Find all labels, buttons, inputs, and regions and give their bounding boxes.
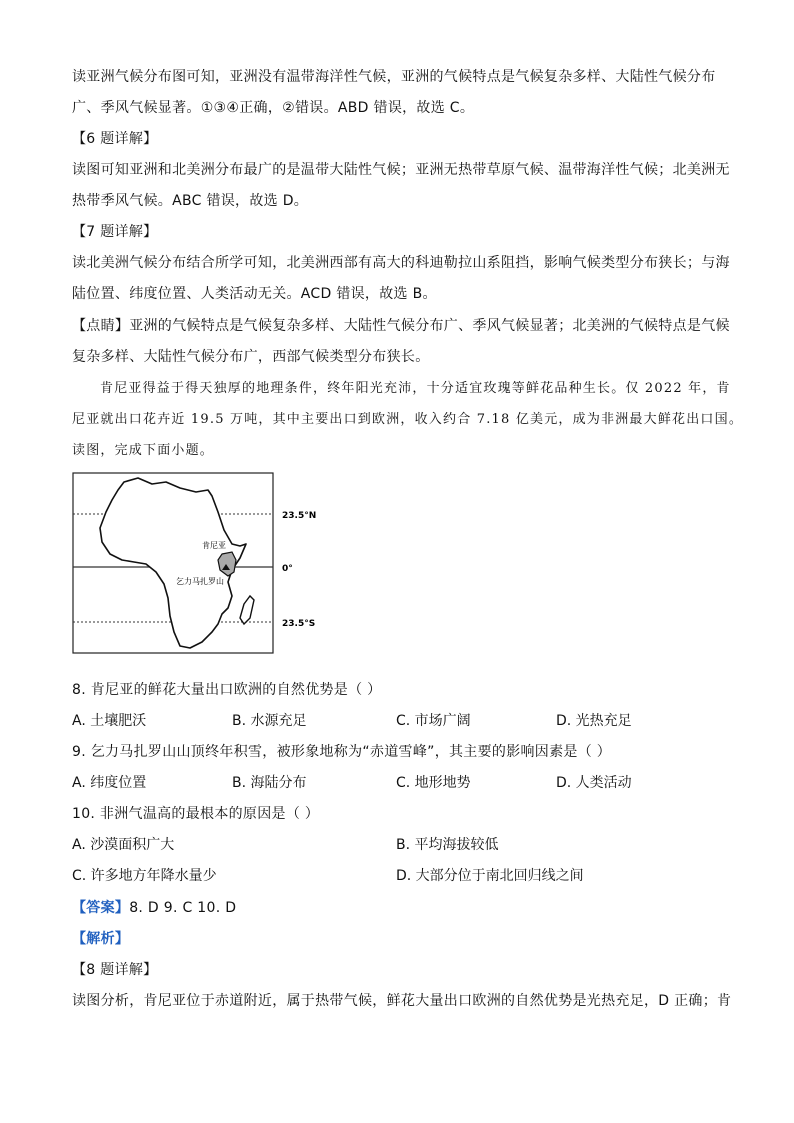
analysis-heading: 【解析】 xyxy=(72,931,130,947)
section-heading: 【8 题详解】 xyxy=(72,962,158,978)
answer-label: 【答案】 xyxy=(72,900,130,916)
option-a: A. 沙漠面积广大 xyxy=(72,837,175,853)
question-stem: 9. 乞力马扎罗山山顶终年积雪，被形象地称为“赤道雪峰”，其主要的影响因素是（ ） xyxy=(72,744,612,760)
option-b: B. 海陆分布 xyxy=(232,775,307,791)
passage-line: 尼亚就出口花卉近 19.5 万吨，其中主要出口到欧洲，收入约合 7.18 亿美元，成为非洲最大鲜花出口国。 xyxy=(72,412,744,427)
paragraph-line: 广、季风气候显著。①③④正确，②错误。ABD 错误，故选 C。 xyxy=(72,100,475,116)
paragraph-line: 复杂多样、大陆性气候分布广，西部气候类型分布狭长。 xyxy=(72,349,430,365)
paragraph-line: 读图可知亚洲和北美洲分布最广的是温带大陆性气候；亚洲无热带草原气候、温带海洋性气候；北美洲无 xyxy=(72,162,730,178)
lat-north-label: 23.5°N xyxy=(282,511,317,521)
option-a: A. 纬度位置 xyxy=(72,775,147,791)
paragraph-line: 热带季风气候。ABC 错误，故选 D。 xyxy=(72,193,309,209)
option-d: D. 人类活动 xyxy=(556,775,632,791)
passage-line: 肯尼亚得益于得天独厚的地理条件，终年阳光充沛，十分适宜玫瑰等鲜花品种生长。仅 2022 年，肯 xyxy=(100,381,731,396)
section-heading: 【7 题详解】 xyxy=(72,224,158,240)
lat-south-label: 23.5°S xyxy=(282,619,316,629)
kilimanjaro-label: 乞力马扎罗山 xyxy=(176,577,224,586)
paragraph-line: 读亚洲气候分布图可知，亚洲没有温带海洋性气候，亚洲的气候特点是气候复杂多样、大陆性气候分布 xyxy=(72,69,716,85)
option-b: B. 水源充足 xyxy=(232,713,307,729)
question-stem: 8. 肯尼亚的鲜花大量出口欧洲的自然优势是（ ） xyxy=(72,682,382,698)
option-d: D. 大部分位于南北回归线之间 xyxy=(396,868,584,884)
option-b: B. 平均海拔较低 xyxy=(396,837,499,853)
equator-label: 0° xyxy=(282,564,293,574)
kenya-label: 肯尼亚 xyxy=(202,541,226,550)
answer-line xyxy=(72,898,732,918)
option-d: D. 光热充足 xyxy=(556,713,632,729)
option-c: C. 地形地势 xyxy=(396,775,471,791)
option-a: A. 土壤肥沃 xyxy=(72,713,147,729)
option-c: C. 许多地方年降水量少 xyxy=(72,868,217,884)
paragraph-line: 读北美洲气候分布结合所学可知，北美洲西部有高大的科迪勒拉山系阻挡，影响气候类型分布狭长；与海 xyxy=(72,255,730,271)
tip-line: 【点睛】亚洲的气候特点是气候复杂多样、大陆性气候分布广、季风气候显著；北美洲的气候特点是气候 xyxy=(72,318,730,334)
passage-line: 读图，完成下面小题。 xyxy=(72,443,215,458)
paragraph-line: 陆位置、纬度位置、人类活动无关。ACD 错误，故选 B。 xyxy=(72,286,437,302)
section-heading: 【6 题详解】 xyxy=(72,131,158,147)
answer-values: 8. D 9. C 10. D xyxy=(129,900,237,916)
option-c: C. 市场广阔 xyxy=(396,713,471,729)
question-stem: 10. 非洲气温高的最根本的原因是（ ） xyxy=(72,806,320,822)
paragraph-line: 读图分析，肯尼亚位于赤道附近，属于热带气候，鲜花大量出口欧洲的自然优势是光热充足，D 正确；肯 xyxy=(72,993,732,1009)
africa-map xyxy=(72,472,332,662)
